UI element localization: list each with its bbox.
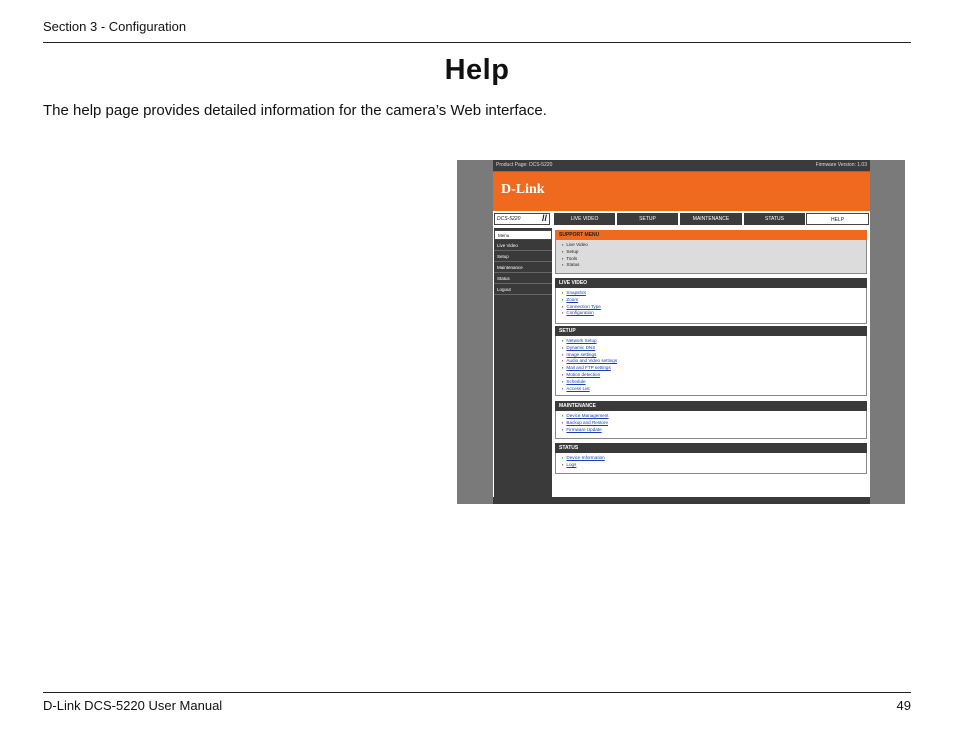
- list-item: [562, 386, 866, 393]
- setup-body: [555, 336, 867, 396]
- help-link-motion-detection[interactable]: Motion detection: [566, 371, 601, 377]
- list-item: [562, 379, 866, 386]
- tab-setup[interactable]: SETUP: [616, 213, 678, 225]
- list-item: [562, 427, 866, 434]
- live-video-box: [555, 278, 867, 324]
- help-link-audio-video-settings[interactable]: Audio and Video settings: [566, 358, 618, 364]
- setup-box: [555, 326, 867, 396]
- status-heading: STATUS: [555, 443, 867, 453]
- list-item: [562, 352, 866, 359]
- list-item: [562, 338, 866, 345]
- help-link-firmware-update[interactable]: Firmware Update: [566, 426, 602, 432]
- sidebar-item-logout[interactable]: Logout: [494, 285, 552, 295]
- live-video-heading: LIVE VIDEO: [555, 278, 867, 288]
- list-item: ▪ Setup: [562, 249, 866, 256]
- maintenance-body: [555, 411, 867, 439]
- list-item: ▪ Tools: [562, 256, 866, 263]
- slash-decoration: //: [541, 213, 547, 223]
- header-rule: [43, 42, 911, 43]
- help-link-configuration[interactable]: Configuration: [566, 310, 594, 316]
- tab-status[interactable]: STATUS: [743, 213, 805, 225]
- sidebar-item-live-video[interactable]: Live Video: [494, 241, 552, 251]
- help-link-backup-restore[interactable]: Backup and Restore: [566, 419, 609, 425]
- firmware-label: Firmware Version: 1.03: [815, 162, 867, 168]
- sidebar: [494, 228, 552, 498]
- help-link-image-settings[interactable]: Image settings: [566, 351, 597, 357]
- list-item: ▪ Live Video: [562, 242, 866, 249]
- help-link-device-management[interactable]: Device Management: [566, 413, 609, 418]
- help-link-logs[interactable]: Logs: [566, 461, 577, 467]
- support-menu-heading: SUPPORT MENU: [555, 230, 867, 240]
- page-title: Help: [444, 54, 510, 86]
- help-link-network-setup[interactable]: Network Setup: [566, 338, 597, 343]
- list-item: [562, 310, 866, 317]
- help-link-zoom[interactable]: Zoom: [566, 296, 579, 302]
- brand-banner: [493, 171, 870, 211]
- tab-live-video[interactable]: LIVE VIDEO: [553, 213, 615, 225]
- live-video-body: [555, 288, 867, 324]
- status-body: [555, 453, 867, 474]
- list-item: [562, 304, 866, 311]
- support-menu-body: [555, 240, 867, 274]
- list-item: [562, 297, 866, 304]
- tab-maintenance[interactable]: MAINTENANCE: [679, 213, 742, 225]
- page-number: 49: [896, 698, 911, 713]
- sidebar-item-status[interactable]: Status: [494, 274, 552, 284]
- help-link-mail-ftp-settings[interactable]: Mail and FTP settings: [566, 365, 611, 371]
- sidebar-item-setup[interactable]: Setup: [494, 252, 552, 262]
- status-box: [555, 443, 867, 474]
- model-tab: [494, 213, 550, 225]
- list-item: [562, 462, 866, 469]
- help-link-access-list[interactable]: Access List: [566, 385, 590, 391]
- list-item: [562, 372, 866, 379]
- sidebar-item-menu[interactable]: Menu: [494, 230, 552, 240]
- tab-help[interactable]: HELP: [806, 213, 869, 225]
- sidebar-item-maintenance[interactable]: Maintenance: [494, 263, 552, 273]
- camera-web-ui: [493, 160, 870, 504]
- dlink-logo: D-Link: [501, 182, 545, 197]
- footer-bar: [493, 497, 870, 504]
- list-item: [562, 420, 866, 427]
- footer-manual-title: D-Link DCS-5220 User Manual: [43, 698, 223, 713]
- help-link-dynamic-dns[interactable]: Dynamic DNS: [566, 344, 596, 350]
- maintenance-heading: MAINTENANCE: [555, 401, 867, 411]
- section-header: Section 3 - Configuration: [43, 19, 187, 34]
- list-item: [562, 345, 866, 352]
- product-page-label: Product Page: DCS-5220: [496, 162, 553, 168]
- product-bar: [493, 160, 870, 171]
- support-menu-box: [555, 230, 867, 274]
- maintenance-box: [555, 401, 867, 439]
- help-link-device-information[interactable]: Device Information: [566, 455, 605, 460]
- help-link-connection-type[interactable]: Connection Type: [566, 303, 601, 309]
- footer-rule: [43, 692, 911, 693]
- list-item: [562, 358, 866, 365]
- list-item: [562, 290, 866, 297]
- model-label: DCS-5220: [497, 216, 521, 222]
- setup-heading: SETUP: [555, 326, 867, 336]
- help-link-snapshot[interactable]: Snapshot: [566, 290, 586, 295]
- help-link-schedule[interactable]: Schedule: [566, 378, 586, 384]
- list-item: ▪ Status: [562, 262, 866, 269]
- list-item: [562, 455, 866, 462]
- list-item: [562, 413, 866, 420]
- intro-paragraph: The help page provides detailed information for the camera’s Web interface.: [43, 102, 547, 119]
- nav-tabs: [493, 212, 870, 226]
- list-item: [562, 365, 866, 372]
- help-page-screenshot: [457, 160, 905, 504]
